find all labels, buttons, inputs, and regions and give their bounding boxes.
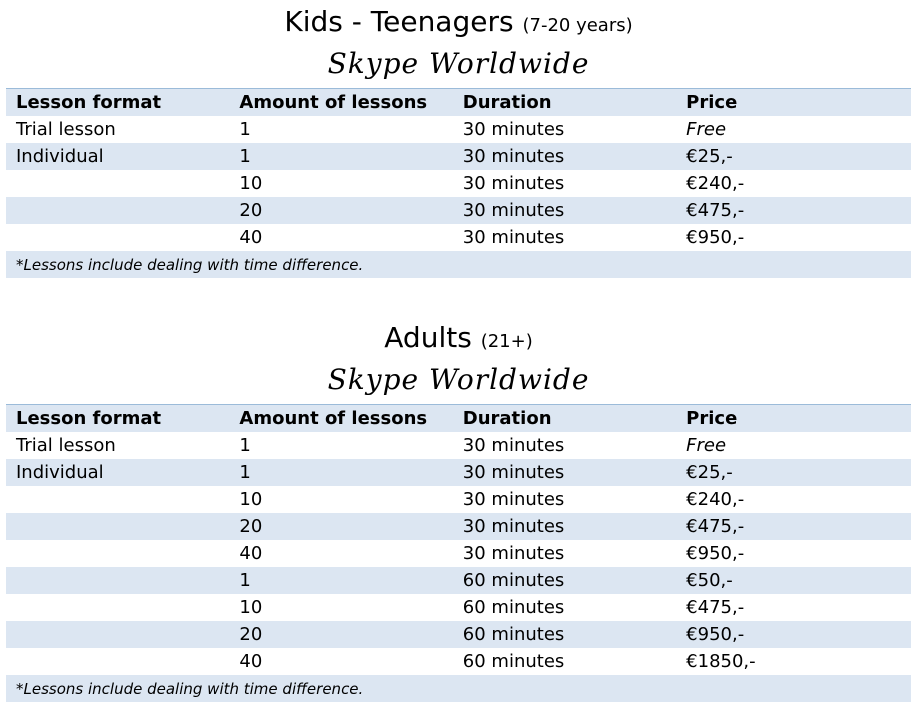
footnote: *Lessons include dealing with time difference. xyxy=(16,255,364,274)
header-price: Price xyxy=(676,89,911,117)
cell-duration: 30 minutes xyxy=(462,200,565,221)
table-row xyxy=(6,143,911,170)
table-row xyxy=(6,224,911,251)
cell-format xyxy=(6,567,229,594)
cell-amount: 20 xyxy=(239,200,263,221)
section-title xyxy=(0,316,917,360)
cell-format xyxy=(6,540,229,567)
cell-amount: 40 xyxy=(239,543,263,564)
cell-duration: 30 minutes xyxy=(462,543,565,564)
cell-amount: 1 xyxy=(239,435,251,456)
cell-format xyxy=(6,621,229,648)
cell-duration: 30 minutes xyxy=(462,489,565,510)
pricing-table xyxy=(6,404,911,702)
cell-duration: 30 minutes xyxy=(462,173,565,194)
note-row xyxy=(6,251,911,278)
cell-format xyxy=(6,594,229,621)
cell-duration: 60 minutes xyxy=(462,624,565,645)
cell-duration: 30 minutes xyxy=(462,462,565,483)
cell-duration: 30 minutes xyxy=(462,119,565,140)
table-row xyxy=(6,170,911,197)
cell-format: Trial lesson xyxy=(16,119,116,140)
header-duration: Duration xyxy=(453,405,676,433)
cell-price: €240,- xyxy=(686,489,745,510)
cell-amount: 20 xyxy=(239,624,263,645)
cell-format xyxy=(6,513,229,540)
cell-format: Trial lesson xyxy=(16,435,116,456)
cell-duration: 30 minutes xyxy=(462,435,565,456)
cell-price: €475,- xyxy=(686,516,745,537)
cell-amount: 20 xyxy=(239,516,263,537)
table-row xyxy=(6,459,911,486)
header-price: Price xyxy=(676,405,911,433)
header-duration: Duration xyxy=(453,89,676,117)
cell-amount: 10 xyxy=(239,489,263,510)
adults-section xyxy=(0,316,917,698)
cell-amount: 1 xyxy=(239,570,251,591)
cell-duration: 60 minutes xyxy=(462,570,565,591)
pricing-table xyxy=(6,88,911,278)
table-row xyxy=(6,540,911,567)
age-range: (7-20 years) xyxy=(522,15,633,36)
table-row xyxy=(6,486,911,513)
table-row xyxy=(6,594,911,621)
cell-price: €475,- xyxy=(686,597,745,618)
cell-amount: 1 xyxy=(239,462,251,483)
cell-format xyxy=(6,224,229,251)
section-subtitle: Skype Worldwide xyxy=(327,363,590,396)
cell-price: €950,- xyxy=(686,543,745,564)
header-amount: Amount of lessons xyxy=(229,405,452,433)
cell-price: €950,- xyxy=(686,227,745,248)
cell-duration: 30 minutes xyxy=(462,227,565,248)
cell-amount: 10 xyxy=(239,173,263,194)
cell-format: Individual xyxy=(16,462,104,483)
table-row xyxy=(6,648,911,675)
header-amount: Amount of lessons xyxy=(229,89,452,117)
table-row xyxy=(6,116,911,143)
cell-duration: 30 minutes xyxy=(462,146,565,167)
cell-duration: 60 minutes xyxy=(462,651,565,672)
cell-price: €950,- xyxy=(686,624,745,645)
cell-amount: 1 xyxy=(239,146,251,167)
cell-price: €25,- xyxy=(686,146,733,167)
cell-format xyxy=(6,197,229,224)
footnote: *Lessons include dealing with time difference. xyxy=(16,679,364,698)
table-row xyxy=(6,197,911,224)
table-row xyxy=(6,567,911,594)
table-header-row xyxy=(6,405,911,433)
cell-price: Free xyxy=(686,119,727,140)
cell-amount: 40 xyxy=(239,651,263,672)
title-text: Kids - Teenagers xyxy=(284,5,514,38)
table-row xyxy=(6,513,911,540)
kids-teenagers-section xyxy=(0,0,917,274)
cell-format: Individual xyxy=(16,146,104,167)
cell-price: €240,- xyxy=(686,173,745,194)
cell-format xyxy=(6,486,229,513)
age-range: (21+) xyxy=(480,331,533,352)
cell-amount: 40 xyxy=(239,227,263,248)
cell-price: €25,- xyxy=(686,462,733,483)
cell-amount: 1 xyxy=(239,119,251,140)
cell-price: €475,- xyxy=(686,200,745,221)
header-lesson-format: Lesson format xyxy=(6,89,229,117)
table-header-row xyxy=(6,89,911,117)
title-text: Adults xyxy=(384,321,472,354)
cell-amount: 10 xyxy=(239,597,263,618)
table-row xyxy=(6,432,911,459)
cell-duration: 60 minutes xyxy=(462,597,565,618)
header-lesson-format: Lesson format xyxy=(6,405,229,433)
cell-duration: 30 minutes xyxy=(462,516,565,537)
cell-price: €50,- xyxy=(686,570,733,591)
cell-price: €1850,- xyxy=(686,651,756,672)
section-title xyxy=(0,0,917,44)
note-row xyxy=(6,675,911,702)
cell-format xyxy=(6,170,229,197)
cell-format xyxy=(6,648,229,675)
cell-price: Free xyxy=(686,435,727,456)
table-row xyxy=(6,621,911,648)
section-subtitle: Skype Worldwide xyxy=(327,47,590,80)
